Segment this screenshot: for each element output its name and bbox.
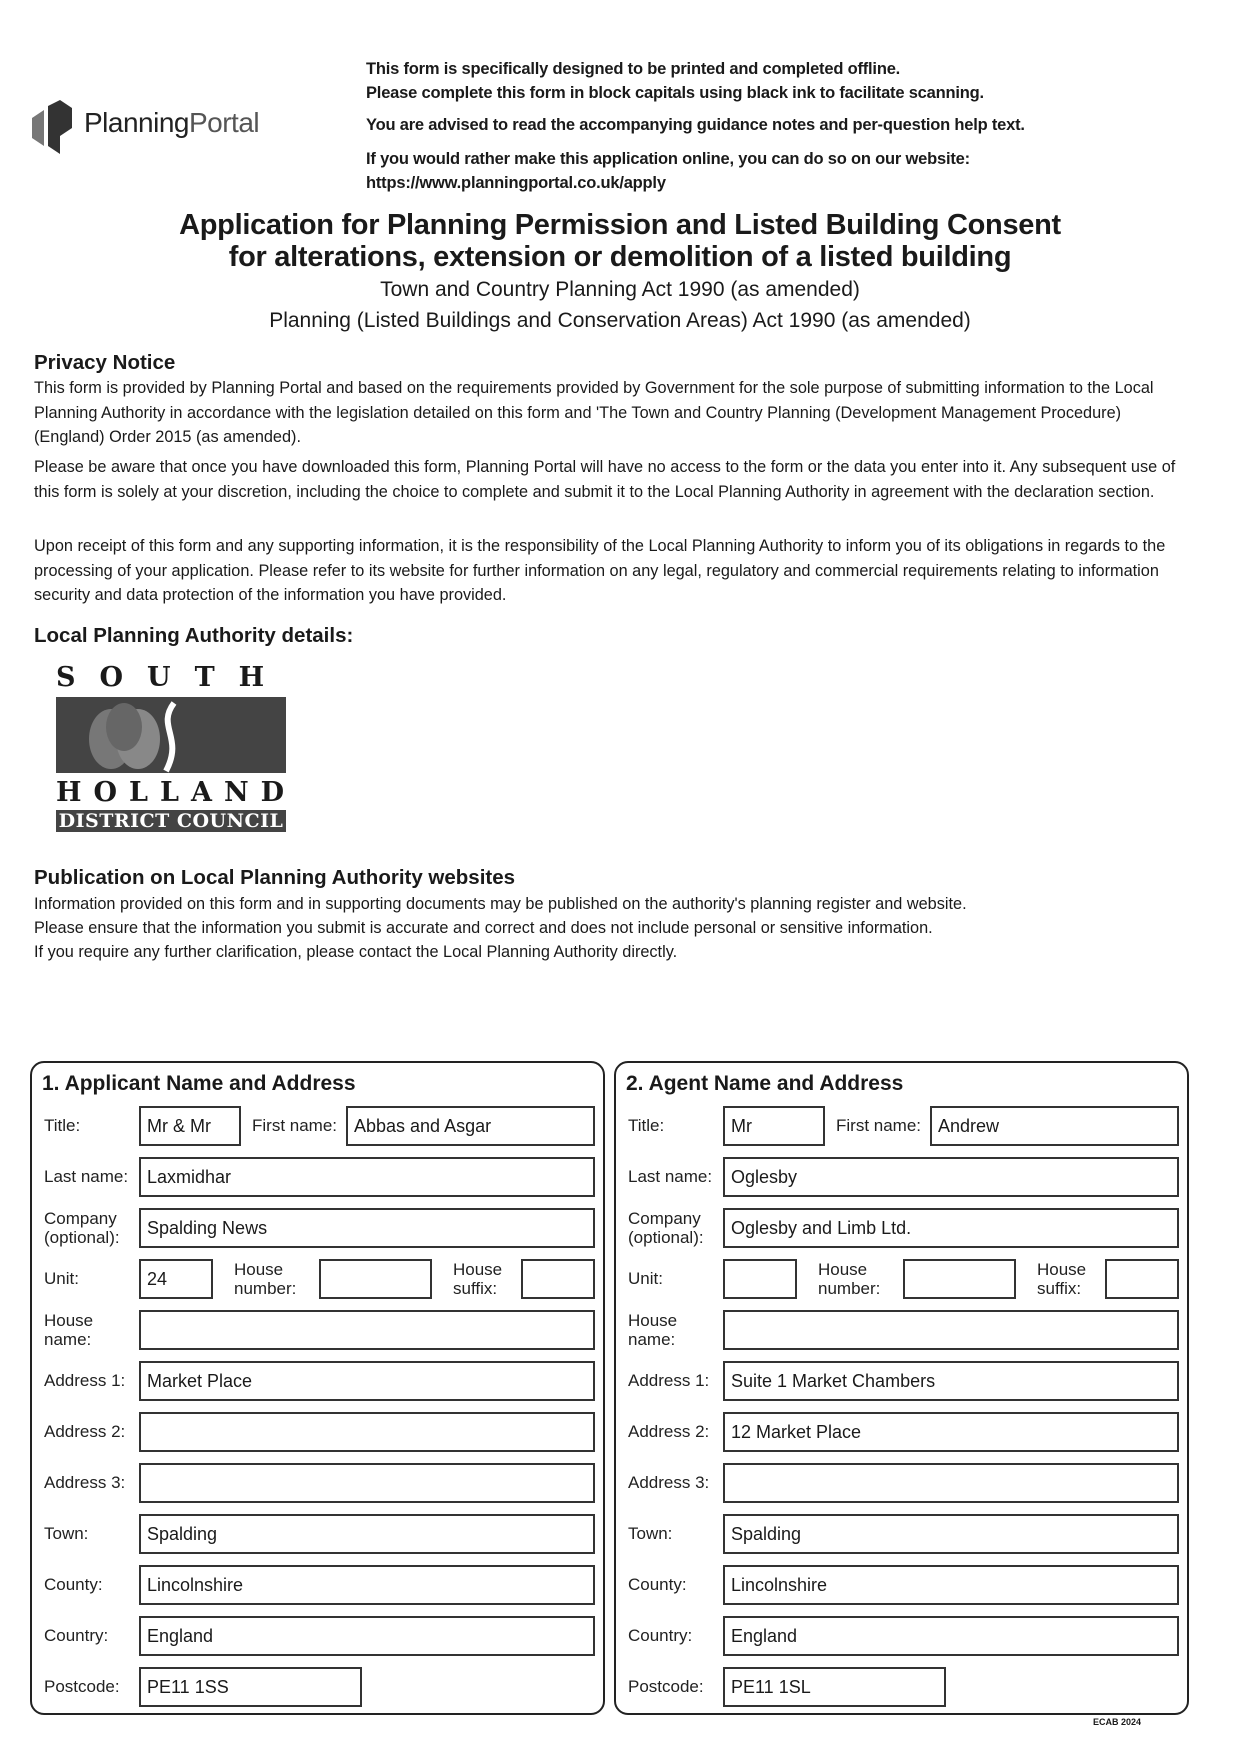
first-name-field[interactable]: Abbas and Asgar (346, 1106, 595, 1146)
house-number-label: House number: (234, 1260, 297, 1298)
agent-section (614, 1061, 1189, 1715)
privacy-paragraph: This form is provided by Planning Portal and based on the requirements provided by Government for the sole purpose of submitting information to the Local Planning Authority in accordance with the legislation detailed on this form and 'The Town and Country Planning (Development Management Procedure) (England) Order 2015 (as amended). (34, 379, 1154, 446)
house-number-field[interactable] (903, 1259, 1016, 1299)
house-name-label: House name: (44, 1311, 94, 1349)
publication-line: Please ensure that the information you submit is accurate and correct and does not include personal or sensitive information. (34, 919, 933, 937)
postcode-label: Postcode: (44, 1677, 120, 1696)
unit-label: Unit: (628, 1269, 663, 1288)
privacy-paragraph: Please be aware that once you have downloaded this form, Planning Portal will have no access to the form or the data you enter into it. Any subsequent use of this form is solely at your discretion, including the choice to complete and submit it to the Local Planning Authority in agreement with the declaration section. (34, 458, 1176, 501)
publication-line: If you require any further clarification, please contact the Local Planning Authority directly. (34, 943, 678, 961)
address2-field[interactable] (139, 1412, 595, 1452)
header-url: https://www.planningportal.co.uk/apply (366, 174, 666, 192)
country-field[interactable]: England (723, 1616, 1179, 1656)
house-suffix-label: House suffix: (453, 1260, 503, 1298)
company-label: Company (optional): (44, 1209, 120, 1247)
form-title-line1: Application for Planning Permission and Listed Building Consent (179, 209, 1061, 241)
country-field[interactable]: England (139, 1616, 595, 1656)
unit-label: Unit: (44, 1269, 79, 1288)
address1-label: Address 1: (44, 1371, 126, 1390)
last-name-field[interactable]: Laxmidhar (139, 1157, 595, 1197)
postcode-label: Postcode: (628, 1677, 704, 1696)
privacy-heading: Privacy Notice (34, 351, 176, 374)
act-line1: Town and Country Planning Act 1990 (as amended) (380, 278, 860, 301)
address2-field[interactable]: 12 Market Place (723, 1412, 1179, 1452)
company-label: Company (optional): (628, 1209, 704, 1247)
tulip-emblem (56, 697, 286, 773)
publication-line: Information provided on this form and in supporting documents may be published on the authority's planning register and website. (34, 895, 967, 913)
postcode-field[interactable]: PE11 1SL (723, 1667, 946, 1707)
planning-portal-logo-icon (30, 92, 74, 154)
privacy-paragraph: Upon receipt of this form and any supporting information, it is the responsibility of the Local Planning Authority to inform you of its obligations in regards to the processing of your application. Please refer to its website for further information on any legal, regulatory and commercial requirements relating to information security and data protection of the information you have provided. (34, 537, 1166, 604)
tulip-icon (56, 697, 286, 773)
house-suffix-field[interactable] (521, 1259, 595, 1299)
form-title-line2: for alterations, extension or demolition of a listed building (228, 241, 1012, 273)
house-number-label: House number: (818, 1260, 881, 1298)
country-label: Country: (628, 1626, 693, 1645)
company-field[interactable]: Oglesby and Limb Ltd. (723, 1208, 1179, 1248)
logo-south: SOUTH (56, 662, 289, 693)
title-label: Title: (44, 1116, 81, 1135)
address1-field[interactable]: Market Place (139, 1361, 595, 1401)
address3-label: Address 3: (44, 1473, 126, 1492)
section-heading: 2. Agent Name and Address (626, 1072, 904, 1095)
house-number-field[interactable] (319, 1259, 432, 1299)
address3-field[interactable] (139, 1463, 595, 1503)
town-label: Town: (628, 1524, 673, 1543)
county-field[interactable]: Lincolnshire (723, 1565, 1179, 1605)
county-label: County: (628, 1575, 687, 1594)
address3-label: Address 3: (628, 1473, 710, 1492)
planning-portal-logo (30, 92, 259, 154)
town-field[interactable]: Spalding (139, 1514, 595, 1554)
house-name-label: House name: (628, 1311, 678, 1349)
address2-label: Address 2: (44, 1422, 126, 1441)
first-name-label: First name: (252, 1116, 338, 1135)
address1-label: Address 1: (628, 1371, 710, 1390)
last-name-label: Last name: (44, 1167, 129, 1186)
header-note: This form is specifically designed to be printed and completed offline. (366, 60, 901, 78)
header-note: Please complete this form in block capitals using black ink to facilitate scanning. (366, 84, 984, 102)
section-heading: 1. Applicant Name and Address (42, 1072, 356, 1095)
address2-label: Address 2: (628, 1422, 710, 1441)
address1-field[interactable]: Suite 1 Market Chambers (723, 1361, 1179, 1401)
company-field[interactable]: Spalding News (139, 1208, 595, 1248)
title-label: Title: (628, 1116, 665, 1135)
house-name-field[interactable] (139, 1310, 595, 1350)
publication-heading: Publication on Local Planning Authority websites (34, 866, 516, 889)
last-name-label: Last name: (628, 1167, 713, 1186)
south-holland-logo (56, 662, 297, 832)
address3-field[interactable] (723, 1463, 1179, 1503)
header-note: If you would rather make this application online, you can do so on our website: (366, 150, 970, 168)
unit-field[interactable]: 24 (139, 1259, 213, 1299)
header-note: You are advised to read the accompanying guidance notes and per-question help text. (366, 116, 1025, 134)
title-field[interactable]: Mr & Mr (139, 1106, 241, 1146)
postcode-field[interactable]: PE11 1SS (139, 1667, 362, 1707)
house-suffix-field[interactable] (1105, 1259, 1179, 1299)
country-label: Country: (44, 1626, 109, 1645)
logo-district-council: DISTRICT COUNCIL (56, 810, 286, 832)
act-line2: Planning (Listed Buildings and Conservation Areas) Act 1990 (as amended) (269, 309, 971, 332)
county-label: County: (44, 1575, 103, 1594)
logo-holland: HOLLAND (56, 777, 297, 808)
house-suffix-label: House suffix: (1037, 1260, 1087, 1298)
house-name-field[interactable] (723, 1310, 1179, 1350)
title-field[interactable]: Mr (723, 1106, 825, 1146)
form-code: ECAB 2024 (1093, 1717, 1142, 1727)
lpa-heading: Local Planning Authority details: (34, 624, 354, 647)
applicant-section (30, 1061, 605, 1715)
town-field[interactable]: Spalding (723, 1514, 1179, 1554)
first-name-field[interactable]: Andrew (930, 1106, 1179, 1146)
town-label: Town: (44, 1524, 89, 1543)
logo-text-light: Portal (188, 107, 260, 138)
county-field[interactable]: Lincolnshire (139, 1565, 595, 1605)
logo-text-bold: Planning (84, 107, 189, 138)
unit-field[interactable] (723, 1259, 797, 1299)
last-name-field[interactable]: Oglesby (723, 1157, 1179, 1197)
first-name-label: First name: (836, 1116, 922, 1135)
